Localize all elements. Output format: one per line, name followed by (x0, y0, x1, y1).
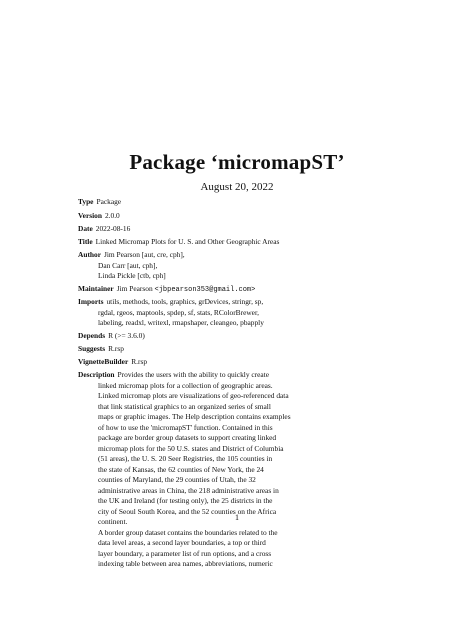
imports-line: utils, methods, tools, graphics, grDevices, stringr, sp, (106, 297, 264, 306)
field-depends (78, 331, 390, 342)
author-line: Linda Pickle [ctb, cph] (98, 271, 166, 280)
description-line: linked micromap plots for a collection of geographic areas. (98, 380, 273, 390)
author-line: Jim Pearson [aut, cre, cph], (104, 250, 185, 259)
imports-line: rgdal, rgeos, maptools, spdep, sf, stats, RColorBrewer, (98, 307, 259, 317)
field-key: Date (78, 224, 93, 233)
field-value: Package (96, 197, 122, 206)
description-line: the state of Kansas, the 62 counties of New York, the 24 (98, 464, 264, 474)
field-key: Title (78, 237, 93, 246)
description-line: package are border group datasets to support creating linked (98, 433, 277, 442)
field-imports (78, 297, 390, 329)
description-line: the UK and Ireland (for testing only), the 25 districts in the (98, 496, 273, 505)
field-version (78, 211, 390, 222)
page-number: 1 (235, 513, 239, 522)
field-maintainer (78, 284, 390, 296)
field-key: VignetteBuilder (78, 357, 129, 366)
description-line: Linked micromap plots are visualizations of geo-referenced data (98, 391, 289, 400)
description-line: city of Seoul South Korea, and the 52 counties on the Africa (98, 506, 277, 516)
field-vignettebuilder (78, 357, 390, 368)
field-title (78, 237, 390, 248)
field-value: R (>= 3.6.0) (108, 331, 145, 340)
description-line: micromap plots for the 50 U.S. states and District of Columbia (98, 443, 284, 453)
field-key: Maintainer (78, 284, 114, 293)
description-line: continent. (98, 517, 128, 526)
description-line: A border group dataset contains the boundaries related to the (98, 527, 278, 537)
field-key: Type (78, 197, 94, 206)
package-date: August 20, 2022 (200, 181, 274, 193)
description-line: layer boundary, a parameter list of run options, and a cross (98, 548, 272, 558)
field-key: Imports (78, 297, 104, 306)
field-value: 2022-08-16 (95, 224, 131, 233)
description-line: administrative areas in China, the 218 administrative areas in (98, 485, 279, 495)
field-value: Linked Micromap Plots for U. S. and Other Geographic Areas (95, 237, 280, 246)
package-title: Package ‘micromapST’ (129, 150, 345, 174)
field-key: Version (78, 211, 102, 220)
maintainer-email: <jbpearson353@gmail.com> (154, 286, 256, 294)
description-line: of how to use the 'micromapST' function. Contained in this (98, 422, 273, 432)
field-author (78, 250, 390, 282)
field-date (78, 224, 390, 235)
description-line: maps or graphic images. The Help description contains examples (98, 412, 291, 421)
field-key: Author (78, 250, 101, 259)
field-suggests (78, 344, 390, 355)
description-line: (51 areas), the U. S. 20 Seer Registries, the 105 counties in (98, 454, 273, 463)
imports-line: labeling, readxl, writexl, rmapshaper, cleangeo, pbapply (98, 318, 264, 327)
field-value: R.rsp (131, 357, 148, 366)
author-line: Dan Carr [aut, cph], (98, 260, 158, 270)
field-key: Description (78, 370, 115, 379)
field-key: Suggests (78, 344, 106, 353)
maintainer-name: Jim Pearson (116, 284, 153, 293)
field-type (78, 197, 390, 208)
description-line: that link statistical graphics to an organized series of small (98, 401, 271, 411)
field-value: 2.0.0 (104, 211, 120, 220)
description-line: counties of Maryland, the 29 counties of Utah, the 32 (98, 475, 256, 484)
field-key: Depends (78, 331, 106, 340)
description-line: Provides the users with the ability to quickly create (117, 370, 270, 379)
description-line: indexing table between area names, abbreviations, numeric (98, 559, 273, 568)
field-value: R.rsp (108, 344, 124, 353)
field-description (78, 370, 390, 570)
description-line: data level areas, a second layer boundaries, a top or third (98, 538, 266, 547)
